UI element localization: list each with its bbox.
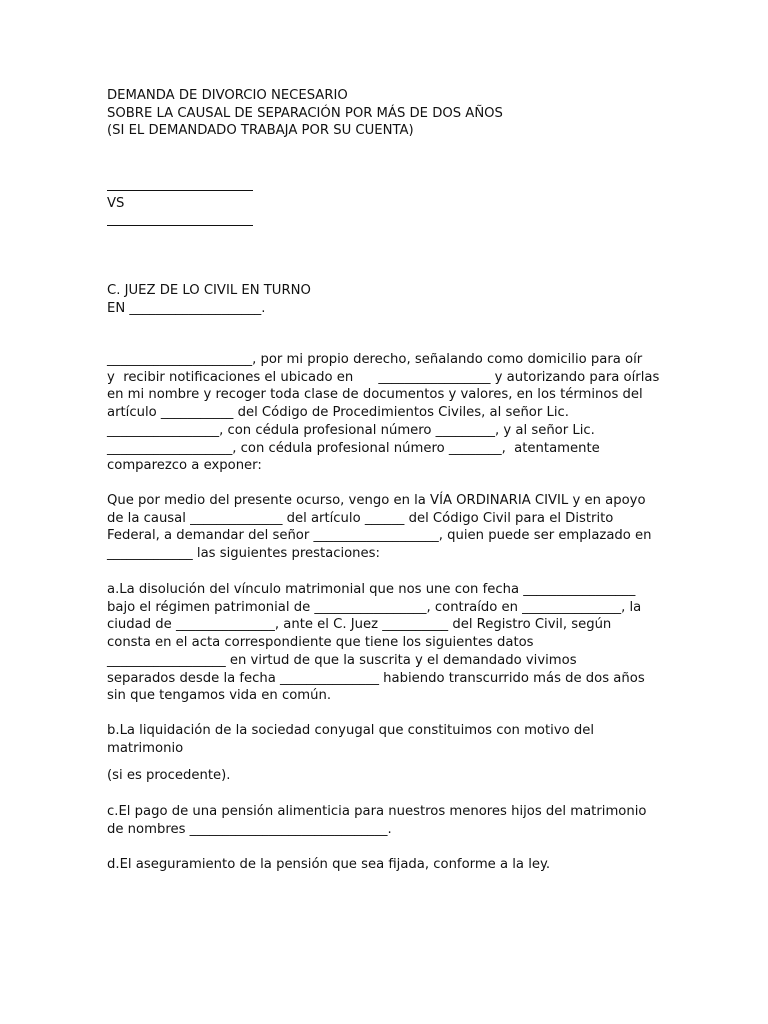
defendant-name-blank [107, 213, 253, 226]
claim-intro-line: _____________ las siguientes prestaciones: [107, 546, 380, 562]
item-c-paragraph [107, 803, 667, 838]
item-a-line: bajo el régimen patrimonial de _________________, contraído en _______________, la [107, 599, 642, 615]
intro-paragraph [107, 351, 667, 475]
intro-line: y recibir notificaciones el ubicado en _________________ y autorizando para oírlas [107, 369, 660, 385]
parties-section [107, 178, 667, 226]
claim-intro-paragraph [107, 492, 667, 563]
item-c-line: c.El pago de una pensión alimenticia para nuestros menores hijos del matrimonio [107, 804, 647, 819]
intro-line: en mi nombre y recoger toda clase de documentos y valores, en los términos del [107, 387, 643, 403]
claim-intro-line: Federal, a demandar del señor ___________________, quien puede ser emplazado en [107, 528, 652, 544]
addressee-line: EN ____________________. [107, 300, 266, 316]
title-line: (SI EL DEMANDADO TRABAJA POR SU CUENTA) [107, 123, 414, 139]
intro-line: ___________________, con cédula profesional número ________, atentamente [107, 440, 600, 456]
claim-intro-line: de la causal ______________ del artículo ______ del Código Civil para el Distrito [107, 510, 614, 526]
item-c-line: de nombres ______________________________. [107, 821, 392, 837]
addressee-section [107, 282, 667, 317]
item-a-line: sin que tengamos vida en común. [107, 688, 332, 704]
item-b-paragraph [107, 722, 667, 757]
item-d-paragraph [107, 856, 667, 874]
item-a-line: ciudad de _______________, ante el C. Juez __________ del Registro Civil, según [107, 617, 612, 633]
title-line: DEMANDA DE DIVORCIO NECESARIO [107, 88, 348, 103]
intro-line: _________________, con cédula profesional número _________, y al señor Lic. [107, 422, 595, 438]
item-a-line: a.La disolución del vínculo matrimonial que nos une con fecha _________________ [107, 582, 636, 597]
item-a-paragraph [107, 581, 667, 705]
intro-line: artículo ___________ del Código de Procedimientos Civiles, al señor Lic. [107, 405, 569, 421]
intro-line: ______________________, por mi propio derecho, señalando como domicilio para oír [107, 352, 643, 367]
title-line: SOBRE LA CAUSAL DE SEPARACIÓN POR MÁS DE DOS AÑOS [107, 105, 503, 121]
item-b-note-text: (si es procedente). [107, 768, 231, 783]
item-a-line: __________________ en virtud de que la suscrita y el demandado vivimos [107, 652, 577, 668]
item-b-line: b.La liquidación de la sociedad conyugal que constituimos con motivo del [107, 723, 595, 738]
plaintiff-name-blank [107, 178, 253, 191]
item-a-line: separados desde la fecha _______________ habiendo transcurrido más de dos años [107, 670, 645, 686]
intro-line: comparezco a exponer: [107, 458, 262, 474]
document-title [107, 87, 667, 140]
item-b-line: matrimonio [107, 740, 184, 756]
versus-label: VS [107, 196, 125, 211]
item-a-line: consta en el acta correspondiente que tiene los siguientes datos [107, 635, 534, 651]
claim-intro-line: Que por medio del presente ocurso, vengo en la VÍA ORDINARIA CIVIL y en apoyo [107, 493, 646, 508]
addressee-line: C. JUEZ DE LO CIVIL EN TURNO [107, 283, 311, 298]
item-d-line: d.El aseguramiento de la pensión que sea fijada, conforme a la ley. [107, 857, 551, 872]
item-b-note [107, 767, 667, 785]
